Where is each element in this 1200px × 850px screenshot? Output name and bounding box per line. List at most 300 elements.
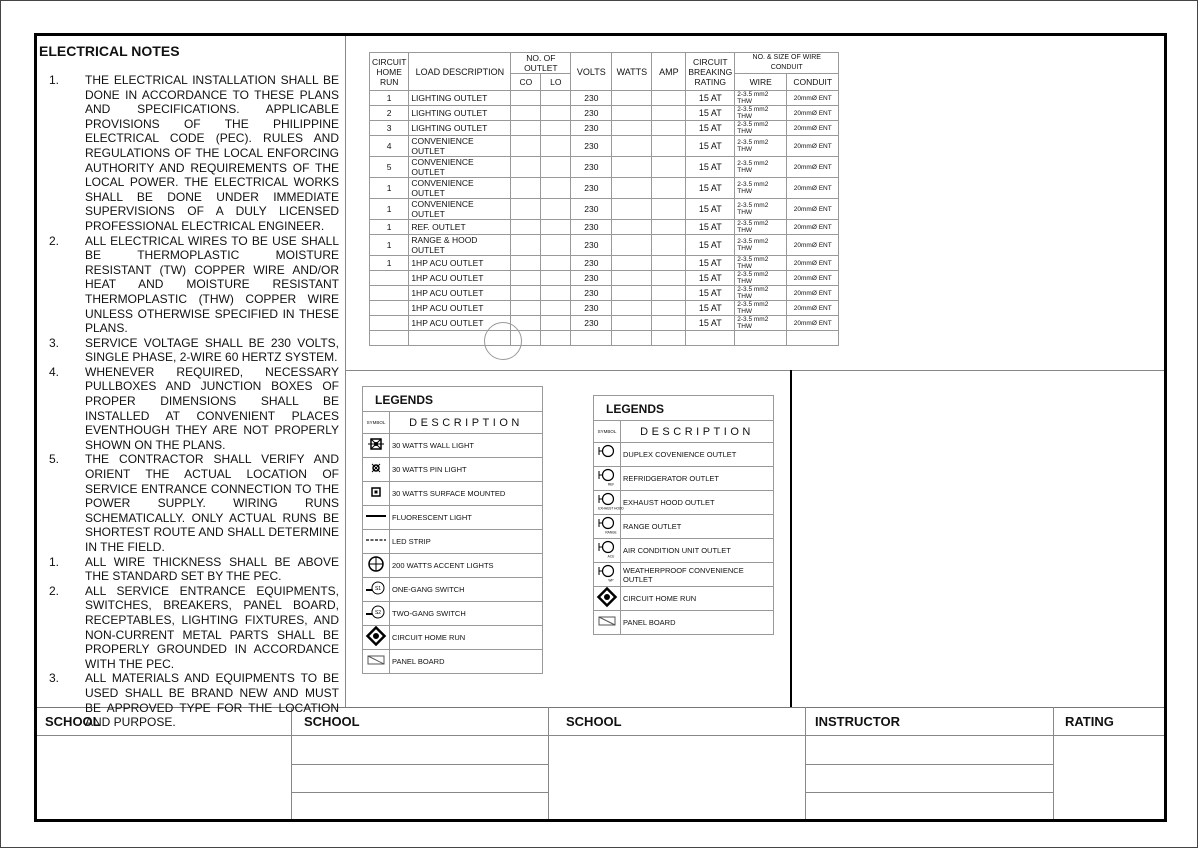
legend-symbol-cell: [594, 491, 624, 515]
svg-text:S1: S1: [374, 586, 382, 592]
surface-mounted-icon: [366, 482, 386, 505]
cell-volts: 230: [571, 136, 612, 157]
legend-row: [594, 587, 774, 611]
legend-symbol-cell: [594, 539, 621, 563]
schedule-row: [370, 316, 839, 331]
aircon-outlet-icon: [597, 539, 617, 562]
legend-row: [363, 650, 543, 674]
cell-wire: 2-3.5 mm2 THW: [735, 301, 787, 316]
cell-co: [511, 178, 541, 199]
cell-conduit: 20mmØ ENT: [787, 136, 839, 157]
cell-lo: [541, 301, 571, 316]
cell-wire: 2-3.5 mm2 THW: [735, 271, 787, 286]
schedule-row: [370, 301, 839, 316]
svg-text:ACU: ACU: [607, 554, 615, 559]
cell-breaker: 15 AT: [686, 316, 735, 331]
cell-watts: [612, 301, 652, 316]
cell-amp: [652, 271, 686, 286]
title-block-school-1: SCHOOL: [45, 714, 101, 729]
note-item: [39, 234, 339, 336]
legend-description: TWO-GANG SWITCH: [390, 602, 543, 626]
cell-wire: 2-3.5 mm2 THW: [735, 136, 787, 157]
cell-amp: [652, 331, 686, 346]
legend-row: [594, 563, 774, 587]
header-co: CO: [511, 74, 541, 91]
legend-description: AIR CONDITION UNIT OUTLET: [621, 539, 774, 563]
header-volts: VOLTS: [571, 53, 612, 91]
legend-symbol-cell: [594, 611, 621, 635]
cell-co: [511, 199, 541, 220]
note-number: 1.: [49, 73, 60, 87]
title-block-col-line: [548, 707, 549, 819]
legend-symbol-cell: [363, 482, 390, 506]
exhaust-hood-outlet-icon: [597, 491, 624, 514]
cell-volts: 230: [571, 235, 612, 256]
range-outlet-icon: [597, 515, 617, 538]
note-text: THE ELECTRICAL INSTALLATION SHALL BE DONE IN ACCORDANCE TO THESE PLANS AND SPECIFICATIONS. APPLICABLE PROVISIONS OF THE PHILIPPINE ELECTRICAL CODE (PEC). RULES AND REGULATIONS OF THE LOCAL ENFORCING AUTHORITY AND REQUIREMENTS OF THE LOCAL POWER. THE ELECTRICAL WORKS SHALL BE DONE UNDER IMMEDIATE SUPERVISIONS OF A DULY LICENSED PROFESSIONAL ELECTRICAL ENGINEER.: [85, 73, 339, 233]
cell-load: RANGE & HOOD OUTLET: [409, 235, 511, 256]
legend-description: 200 WATTS ACCENT LIGHTS: [390, 554, 543, 578]
cell-amp: [652, 121, 686, 136]
legend-description: PANEL BOARD: [621, 611, 774, 635]
circuit-home-run-icon: [597, 587, 617, 610]
title-block-col-line: [1053, 707, 1054, 819]
note-text: ALL MATERIALS AND EQUIPMENTS TO BE USED SHALL BE BRAND NEW AND MUST BE APPROVED TYPE FOR THE LOCATION AND PURPOSE.: [85, 671, 339, 730]
header-wire-conduit: NO. & SIZE OF WIRE CONDUIT: [735, 53, 839, 74]
legend-symbol-cell: [594, 467, 621, 491]
cell-wire: 2-3.5 mm2 THW: [735, 220, 787, 235]
schedule-row: [370, 271, 839, 286]
legend-row: [594, 611, 774, 635]
legend-row: [363, 458, 543, 482]
legend-description: ONE-GANG SWITCH: [390, 578, 543, 602]
cell-circuit: 3: [370, 121, 409, 136]
header-breaker: CIRCUIT BREAKING RATING: [686, 53, 735, 91]
cell-load: CONVENIENCE OUTLET: [409, 178, 511, 199]
schedule-row: [370, 106, 839, 121]
legend-symbol-cell: [363, 530, 390, 554]
title-block-row-line: [291, 792, 548, 793]
cell-circuit: 5: [370, 157, 409, 178]
cell-conduit: 20mmØ ENT: [787, 271, 839, 286]
cell-conduit: 20mmØ ENT: [787, 106, 839, 121]
note-number: 3.: [49, 335, 60, 350]
cell-watts: [612, 316, 652, 331]
cell-co: [511, 220, 541, 235]
legend-row: [363, 602, 543, 626]
cell-volts: 230: [571, 121, 612, 136]
cell-lo: [541, 136, 571, 157]
cell-volts: 230: [571, 301, 612, 316]
legend-description: WEATHERPROOF CONVENIENCE OUTLET: [621, 563, 774, 587]
note-number: 1.: [49, 554, 60, 569]
cell-watts: [612, 235, 652, 256]
cell-watts: [612, 106, 652, 121]
north-arrow-circle: [484, 322, 522, 360]
schedule-row: [370, 136, 839, 157]
cell-breaker: 15 AT: [686, 271, 735, 286]
cell-volts: 230: [571, 199, 612, 220]
cell-load: 1HP ACU OUTLET: [409, 286, 511, 301]
cell-amp: [652, 199, 686, 220]
cell-lo: [541, 178, 571, 199]
legend-description: PANEL BOARD: [390, 650, 543, 674]
schedule-row: [370, 199, 839, 220]
header-wire: WIRE: [735, 74, 787, 91]
cell-wire: 2-3.5 mm2 THW: [735, 157, 787, 178]
note-text: ALL SERVICE ENTRANCE EQUIPMENTS, SWITCHES, BREAKERS, PANEL BOARD, RECEPTABLES, LIGHTING FIXTURES, AND NON-CURRENT METAL PARTS SHALL BE PROPERLY GROUNDED IN ACCORDANCE WITH THE PEC.: [85, 583, 339, 671]
cell-co: [511, 235, 541, 256]
legend-symbol-cell: [594, 563, 621, 587]
header-amp: AMP: [652, 53, 686, 91]
cell-watts: [612, 199, 652, 220]
cell-co: [511, 91, 541, 106]
legend-description: 30 WATTS SURFACE MOUNTED: [390, 482, 543, 506]
note-text: ALL ELECTRICAL WIRES TO BE USE SHALL BE THERMOPLASTIC MOISTURE RESISTANT (TW) COPPER WIRE AND/OR HEAT AND MOISTURE RESISTANT THERMOPLASTIC (THW) COPPER WIRE UNLESS OTHERWISE SPECIFIED IN THESE PLANS.: [85, 233, 339, 336]
cell-conduit: 20mmØ ENT: [787, 301, 839, 316]
note-item: [39, 73, 339, 234]
cell-load: 1HP ACU OUTLET: [409, 316, 511, 331]
cell-conduit: [787, 331, 839, 346]
cell-breaker: 15 AT: [686, 136, 735, 157]
cell-amp: [652, 301, 686, 316]
schedule-row: [370, 91, 839, 106]
wall-light-icon: [366, 434, 386, 457]
cell-conduit: 20mmØ ENT: [787, 91, 839, 106]
cell-circuit: [370, 286, 409, 301]
cell-amp: [652, 220, 686, 235]
cell-breaker: 15 AT: [686, 235, 735, 256]
legend-symbol-cell: [363, 578, 390, 602]
cell-watts: [612, 157, 652, 178]
pin-light-icon: [366, 458, 386, 481]
cell-volts: 230: [571, 106, 612, 121]
title-block-instructor: INSTRUCTOR: [815, 714, 900, 729]
cell-lo: [541, 157, 571, 178]
legend-left-title: LEGENDS: [363, 387, 543, 412]
legend-symbol-cell: [363, 506, 390, 530]
header-watts: WATTS: [612, 53, 652, 91]
legend-symbol-cell: [363, 626, 390, 650]
cell-conduit: 20mmØ ENT: [787, 199, 839, 220]
legend-symbol-cell: [363, 650, 390, 674]
legend-right-symbol-header: SYMBOL: [594, 421, 621, 443]
cell-breaker: 15 AT: [686, 157, 735, 178]
cell-load: CONVENIENCE OUTLET: [409, 199, 511, 220]
cell-watts: [612, 286, 652, 301]
cell-lo: [541, 199, 571, 220]
cell-load: CONVENIENCE OUTLET: [409, 136, 511, 157]
note-text: ALL WIRE THICKNESS SHALL BE ABOVE THE STANDARD SET BY THE PEC.: [85, 554, 339, 584]
legend-description: CIRCUIT HOME RUN: [621, 587, 774, 611]
title-block-school-2: SCHOOL: [304, 714, 360, 729]
note-number: 2.: [49, 233, 60, 248]
cell-conduit: 20mmØ ENT: [787, 178, 839, 199]
cell-lo: [541, 316, 571, 331]
legend-description: 30 WATTS WALL LIGHT: [390, 434, 543, 458]
cell-wire: 2-3.5 mm2 THW: [735, 91, 787, 106]
cell-wire: [735, 331, 787, 346]
cell-conduit: 20mmØ ENT: [787, 286, 839, 301]
cell-wire: 2-3.5 mm2 THW: [735, 199, 787, 220]
cell-watts: [612, 178, 652, 199]
legend-description: RANGE OUTLET: [621, 515, 774, 539]
one-gang-switch-icon: [366, 578, 386, 601]
legend-row: [594, 539, 774, 563]
notes-title: ELECTRICAL NOTES: [39, 43, 180, 59]
refrigerator-outlet-icon: [597, 467, 617, 490]
cell-amp: [652, 235, 686, 256]
cell-circuit: [370, 271, 409, 286]
title-block-rating: RATING: [1065, 714, 1114, 729]
legend-row: [363, 530, 543, 554]
cell-watts: [612, 256, 652, 271]
cell-watts: [612, 91, 652, 106]
cell-conduit: 20mmØ ENT: [787, 256, 839, 271]
cell-breaker: 15 AT: [686, 286, 735, 301]
cell-volts: 230: [571, 220, 612, 235]
cell-lo: [541, 106, 571, 121]
cell-amp: [652, 91, 686, 106]
title-block-row-line: [805, 764, 1053, 765]
legend-description: CIRCUIT HOME RUN: [390, 626, 543, 650]
cell-watts: [612, 271, 652, 286]
two-gang-switch-icon: [366, 602, 386, 625]
cell-co: [511, 286, 541, 301]
svg-text:RANGE: RANGE: [605, 530, 617, 535]
cell-lo: [541, 331, 571, 346]
panel-board-icon: [597, 611, 617, 634]
cell-conduit: 20mmØ ENT: [787, 235, 839, 256]
legend-row: [363, 506, 543, 530]
header-circuit: CIRCUIT HOME RUN: [370, 53, 409, 91]
cell-breaker: 15 AT: [686, 220, 735, 235]
cell-watts: [612, 136, 652, 157]
legend-description: REFRIDGERATOR OUTLET: [621, 467, 774, 491]
cell-load: 1HP ACU OUTLET: [409, 301, 511, 316]
circuit-home-run-icon: [366, 626, 386, 649]
cell-volts: 230: [571, 91, 612, 106]
legend-row: [363, 626, 543, 650]
note-text: WHENEVER REQUIRED, NECESSARY PULLBOXES AND JUNCTION BOXES OF PROPER DIMENSIONS SHALL BE INSTALLED AT CONVENIENT PLACES EVENTHOUGH THEY ARE NOT PROPERLY SHOWN ON THE PLANS.: [85, 364, 339, 452]
cell-amp: [652, 256, 686, 271]
cell-conduit: 20mmØ ENT: [787, 157, 839, 178]
legend-symbol-cell: [363, 554, 390, 578]
title-block-header-line: [37, 735, 1164, 736]
cell-volts: 230: [571, 286, 612, 301]
cell-volts: 230: [571, 157, 612, 178]
note-item: [39, 584, 339, 672]
note-number: 4.: [49, 364, 60, 379]
note-text: SERVICE VOLTAGE SHALL BE 230 VOLTS, SINGLE PHASE, 2-WIRE 60 HERTZ SYSTEM.: [85, 335, 339, 365]
cell-lo: [541, 121, 571, 136]
cell-co: [511, 106, 541, 121]
legend-description: 30 WATTS PIN LIGHT: [390, 458, 543, 482]
cell-circuit: [370, 301, 409, 316]
cell-co: [511, 121, 541, 136]
note-item: [39, 365, 339, 453]
legend-row: [363, 434, 543, 458]
cell-amp: [652, 316, 686, 331]
legend-description: FLUORESCENT LIGHT: [390, 506, 543, 530]
cell-amp: [652, 106, 686, 121]
cell-conduit: 20mmØ ENT: [787, 220, 839, 235]
note-number: 2.: [49, 583, 60, 598]
fluorescent-light-icon: [366, 506, 386, 529]
schedule-row: [370, 331, 839, 346]
cell-conduit: 20mmØ ENT: [787, 121, 839, 136]
note-item: [39, 555, 339, 584]
schedule-row: [370, 235, 839, 256]
schedule-row: [370, 157, 839, 178]
notes-divider: [345, 36, 346, 707]
svg-text:EXHAUST HOOD: EXHAUST HOOD: [598, 506, 624, 511]
note-number: 3.: [49, 671, 60, 686]
cell-circuit: 1: [370, 91, 409, 106]
cell-co: [511, 301, 541, 316]
legend-symbol-cell: [363, 434, 390, 458]
panel-board-icon: [366, 650, 386, 673]
legend-description: DUPLEX COVENIENCE OUTLET: [621, 443, 774, 467]
cell-wire: 2-3.5 mm2 THW: [735, 178, 787, 199]
legend-left-description-header: DESCRIPTION: [390, 412, 543, 434]
legend-description: LED STRIP: [390, 530, 543, 554]
accent-light-icon: [366, 554, 386, 577]
svg-text:REF: REF: [607, 482, 615, 487]
cell-lo: [541, 220, 571, 235]
cell-circuit: 2: [370, 106, 409, 121]
cell-volts: [571, 331, 612, 346]
cell-breaker: 15 AT: [686, 121, 735, 136]
cell-volts: 230: [571, 316, 612, 331]
note-item: [39, 452, 339, 554]
cell-wire: 2-3.5 mm2 THW: [735, 106, 787, 121]
schedule-row: [370, 121, 839, 136]
schedule-divider: [345, 370, 1164, 371]
cell-wire: 2-3.5 mm2 THW: [735, 235, 787, 256]
cell-lo: [541, 286, 571, 301]
cell-co: [511, 136, 541, 157]
cell-circuit: 1: [370, 256, 409, 271]
cell-conduit: 20mmØ ENT: [787, 316, 839, 331]
cell-breaker: [686, 331, 735, 346]
cell-load: REF. OUTLET: [409, 220, 511, 235]
cell-circuit: 1: [370, 178, 409, 199]
schedule-row: [370, 220, 839, 235]
legend-left-table: [362, 386, 543, 674]
cell-load: CONVENIENCE OUTLET: [409, 157, 511, 178]
cell-breaker: 15 AT: [686, 256, 735, 271]
cell-breaker: 15 AT: [686, 301, 735, 316]
cell-wire: 2-3.5 mm2 THW: [735, 316, 787, 331]
legend-right-description-header: DESCRIPTION: [621, 421, 774, 443]
cell-volts: 230: [571, 271, 612, 286]
cell-breaker: 15 AT: [686, 178, 735, 199]
cell-wire: 2-3.5 mm2 THW: [735, 256, 787, 271]
title-block-school-3: SCHOOL: [566, 714, 622, 729]
cell-circuit: 1: [370, 220, 409, 235]
header-outlet: NO. OF OUTLET: [511, 53, 571, 74]
cell-load: 1HP ACU OUTLET: [409, 271, 511, 286]
cell-load: LIGHTING OUTLET: [409, 91, 511, 106]
cell-co: [511, 271, 541, 286]
cell-load: LIGHTING OUTLET: [409, 106, 511, 121]
title-block-row-line: [805, 792, 1053, 793]
cell-volts: 230: [571, 178, 612, 199]
schedule-row: [370, 178, 839, 199]
cell-circuit: [370, 316, 409, 331]
schedule-row: [370, 256, 839, 271]
cell-watts: [612, 121, 652, 136]
cell-wire: 2-3.5 mm2 THW: [735, 286, 787, 301]
legend-right-table: [593, 395, 774, 635]
cell-volts: 230: [571, 256, 612, 271]
note-text: THE CONTRACTOR SHALL VERIFY AND ORIENT THE ACTUAL LOCATION OF SERVICE ENTRANCE CONNECTION TO THE POWER SUPPLY. WIRING RUNS SCHEMATICALLY. ONLY ACTUAL RUNS BE SHORTEST ROUTE AND SHALL DETERMINE IN THE FIELD.: [85, 452, 339, 554]
cell-breaker: 15 AT: [686, 199, 735, 220]
duplex-outlet-icon: [597, 443, 617, 466]
svg-text:S2: S2: [374, 610, 382, 616]
header-conduit: CONDUIT: [787, 74, 839, 91]
legend-row: [594, 467, 774, 491]
legend-right-title: LEGENDS: [594, 396, 774, 421]
legend-symbol-cell: [594, 515, 621, 539]
load-schedule-table: [369, 52, 839, 346]
cell-co: [511, 256, 541, 271]
legend-symbol-cell: [363, 458, 390, 482]
svg-text:WP: WP: [608, 578, 614, 583]
cell-lo: [541, 256, 571, 271]
legend-symbol-cell: [594, 587, 621, 611]
header-lo: LO: [541, 74, 571, 91]
legend-row: [363, 578, 543, 602]
legend-row: [594, 491, 774, 515]
legend-left-symbol-header: SYMBOL: [363, 412, 390, 434]
cell-amp: [652, 286, 686, 301]
cell-watts: [612, 220, 652, 235]
weatherproof-outlet-icon: [597, 563, 617, 586]
cell-amp: [652, 136, 686, 157]
cell-amp: [652, 178, 686, 199]
cell-lo: [541, 91, 571, 106]
legend-row: [363, 482, 543, 506]
cell-co: [511, 157, 541, 178]
legend-symbol-cell: [594, 443, 621, 467]
cell-lo: [541, 235, 571, 256]
legend-row: [594, 443, 774, 467]
cell-circuit: 4: [370, 136, 409, 157]
cell-circuit: 1: [370, 235, 409, 256]
cell-lo: [541, 271, 571, 286]
cell-breaker: 15 AT: [686, 106, 735, 121]
title-block-row-line: [291, 764, 548, 765]
notes-list: [39, 73, 339, 730]
cell-circuit: 1: [370, 199, 409, 220]
cell-watts: [612, 331, 652, 346]
legend-description: EXHAUST HOOD OUTLET: [621, 491, 774, 515]
legend-row: [363, 554, 543, 578]
legend-symbol-cell: [363, 602, 390, 626]
cell-amp: [652, 157, 686, 178]
legend-row: [594, 515, 774, 539]
note-number: 5.: [49, 452, 60, 467]
cell-circuit: [370, 331, 409, 346]
cell-breaker: 15 AT: [686, 91, 735, 106]
header-load: LOAD DESCRIPTION: [409, 53, 511, 91]
legend-divider: [790, 370, 792, 707]
schedule-row: [370, 286, 839, 301]
cell-wire: 2-3.5 mm2 THW: [735, 121, 787, 136]
note-item: [39, 336, 339, 365]
